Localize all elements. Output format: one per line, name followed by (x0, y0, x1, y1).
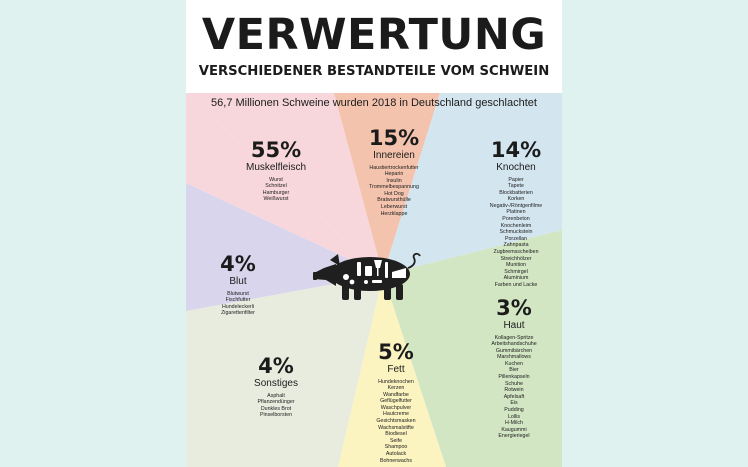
list-item: Bier (509, 367, 519, 374)
percent-sonstiges: 4% (258, 354, 294, 378)
pig-silhouette-icon (310, 246, 428, 306)
list-item: Insulin (386, 177, 402, 184)
percent-knochen: 14% (490, 138, 542, 162)
items-sonstiges (224, 393, 328, 419)
list-item: Geflügelfutter (380, 398, 412, 405)
list-item: Fischfutter (225, 297, 251, 304)
list-item: Hundeknochen (378, 378, 414, 385)
list-item: Porzellan (504, 235, 528, 242)
list-item: Haustiertrockenfutter (369, 164, 419, 171)
percent-fett: 5% (378, 340, 414, 364)
label-blut: Blut (229, 276, 247, 287)
list-item: Blutwurst (227, 290, 249, 297)
list-item: Wurst (269, 176, 283, 183)
list-item: Schnitzel (265, 183, 287, 190)
segment-innereien (342, 128, 446, 217)
list-item: Papier (508, 176, 524, 183)
percent-muskelfleisch: 55% (250, 138, 302, 162)
list-item: Trommelbespannung (369, 184, 419, 191)
list-item: Energieriegel (498, 433, 530, 440)
list-item: Arbeitshandschuhe (491, 341, 537, 348)
list-item: Biodiesel (385, 431, 407, 438)
list-item: Pinselborsten (259, 412, 293, 419)
items-innereien (342, 165, 446, 218)
items-muskelfleisch (224, 177, 328, 203)
list-item: Marshmallows (497, 354, 531, 361)
list-item: Heparin (384, 171, 404, 178)
label-knochen: Knochen (496, 162, 536, 173)
list-item: Farben und Lacke (494, 282, 538, 288)
label-muskelfleisch: Muskelfleisch (245, 162, 307, 173)
list-item: Seife (389, 437, 403, 444)
intro-text: 56,7 Millionen Schweine wurden 2018 in Deutschland geschlachtet (211, 97, 537, 109)
list-item: Waschpulver (380, 404, 412, 411)
list-item: Hot Dog (384, 190, 404, 197)
list-item: Porenbeton (502, 216, 530, 223)
list-item: Knochenleim (500, 222, 532, 229)
list-item: Asphalt (267, 392, 285, 399)
list-item: Leberwurst (380, 204, 408, 211)
percent-blut: 4% (220, 252, 256, 276)
segment-haut (464, 298, 562, 440)
list-item: Autolack (385, 451, 407, 458)
list-item: Munition (505, 262, 527, 269)
list-item: Wandfarbe (383, 391, 409, 398)
list-item: Streichhölzer (500, 255, 532, 262)
list-item: Apfelsaft (503, 393, 525, 400)
list-item: Schuhe (505, 380, 523, 387)
list-item: Hamburger (262, 189, 290, 196)
list-item: Kaugummi (501, 426, 527, 433)
items-blut (190, 291, 286, 317)
percent-haut: 3% (496, 296, 532, 320)
items-haut (464, 335, 562, 441)
list-item: Blockbatterien (499, 189, 533, 196)
percent-innereien: 15% (368, 126, 420, 150)
list-item: Tapete (508, 183, 524, 190)
subtitle: VERSCHIEDENER BESTANDTEILE VOM SCHWEIN (198, 64, 550, 79)
list-item: Hautcreme (383, 411, 409, 418)
list-item: Pillenkapseln (498, 374, 530, 381)
list-item: Dunkles Brot (260, 405, 292, 412)
list-item: Eis (510, 400, 518, 407)
list-item: Kollagen-Spritze (494, 334, 534, 341)
list-item: Bohnerwachs (379, 457, 413, 464)
label-haut: Haut (503, 320, 525, 331)
list-item: Pflanzendünger (257, 399, 295, 406)
items-fett (344, 379, 448, 465)
items-knochen (464, 177, 562, 289)
list-item: H-Milch (505, 420, 523, 427)
list-item: Kuchen (505, 360, 523, 367)
segment-muskelfleisch (224, 140, 328, 203)
list-item: Zahnpasta (503, 242, 529, 249)
list-item: Pudding (504, 407, 524, 414)
list-item: Hundeleckerli (221, 303, 255, 310)
list-item: Platinen (506, 209, 526, 216)
list-item: Lollis (507, 413, 521, 420)
segment-sonstiges (224, 356, 328, 419)
list-item: Shampoo (384, 444, 408, 451)
infographic-poster (186, 0, 562, 467)
main-title: VERWERTUNG (201, 10, 547, 60)
list-item: Negativ-/Röntgenfilme (489, 202, 543, 209)
list-item: Zigarettenfilter (221, 310, 255, 317)
list-item: Aluminium (503, 275, 529, 282)
label-fett: Fett (387, 364, 405, 375)
list-item: Bratwursthülle (377, 197, 411, 204)
list-item: Wachsmalstifte (378, 424, 414, 431)
list-item: Herzklappe (380, 210, 408, 217)
list-item: Kerzen (387, 385, 405, 392)
list-item: Zugbremsscheiben (493, 249, 539, 256)
segment-blut (190, 254, 286, 317)
list-item: Gesichtsmasken (376, 418, 416, 425)
label-innereien: Innereien (373, 150, 415, 161)
list-item: Korken (507, 196, 525, 203)
list-item: Schmuckstein (499, 229, 533, 236)
segment-fett (344, 342, 448, 464)
segment-knochen (464, 140, 562, 289)
list-item: Gummibärchen (495, 347, 533, 354)
list-item: Weißwurst (263, 196, 289, 203)
list-item: Rotwein (504, 387, 524, 394)
list-item: Schmirgel (504, 268, 528, 275)
label-sonstiges: Sonstiges (254, 378, 298, 389)
